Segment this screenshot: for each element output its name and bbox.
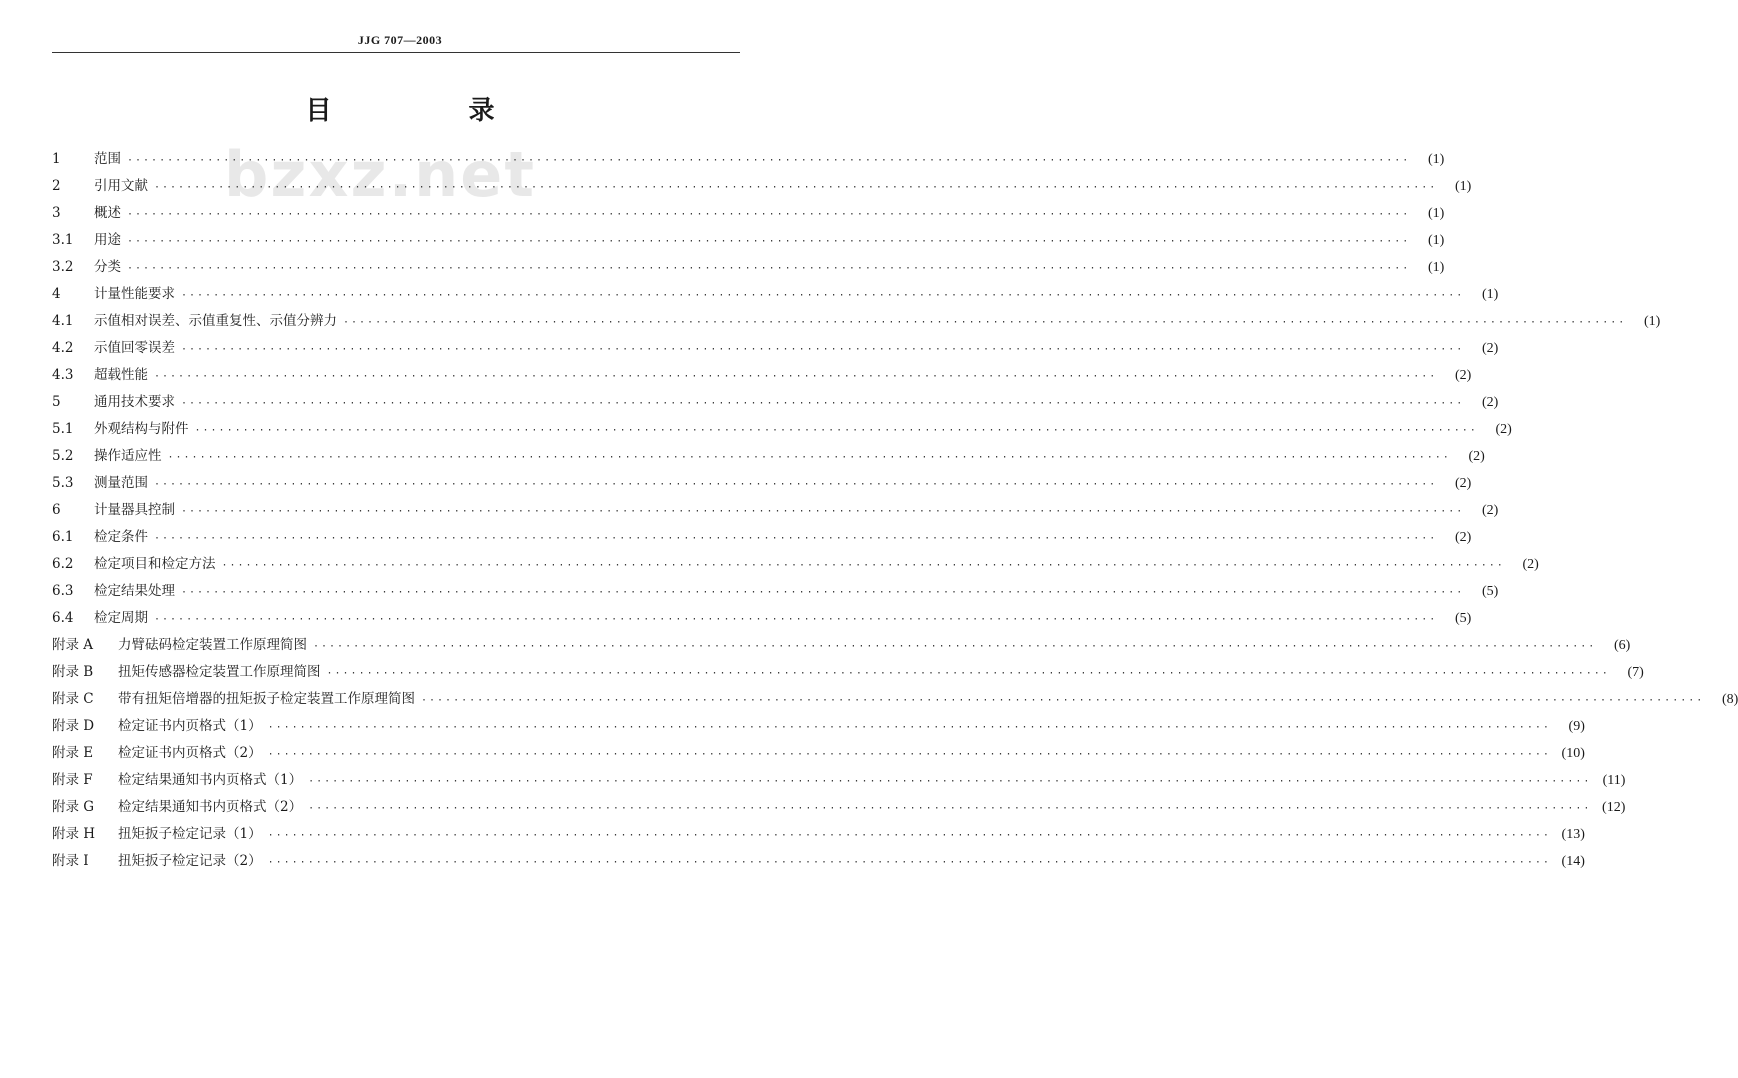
toc-entry[interactable] bbox=[52, 443, 1485, 470]
toc-entry[interactable] bbox=[52, 632, 1631, 659]
toc-entry-label: 计量器具控制 bbox=[94, 502, 175, 518]
toc-entry-page: (1) bbox=[1427, 206, 1445, 221]
toc-entry[interactable] bbox=[52, 146, 1445, 173]
toc-entry-page: (6) bbox=[1613, 638, 1631, 653]
dot-leader: ································································································································································ bbox=[221, 560, 1505, 571]
toc-entry-page: (8) bbox=[1721, 692, 1738, 707]
dot-leader: ································································································································································ bbox=[154, 182, 1438, 193]
toc-entry-page: (1) bbox=[1427, 152, 1445, 167]
dot-leader: ································································································································································ bbox=[267, 722, 1551, 733]
header-rule bbox=[52, 52, 740, 53]
dot-leader: ································································································································································ bbox=[154, 533, 1438, 544]
dot-leader: ································································································································································ bbox=[154, 614, 1438, 625]
toc-entry-page: (1) bbox=[1481, 287, 1499, 302]
toc-entry-label: 检定周期 bbox=[94, 610, 148, 626]
toc-entry-page: (9) bbox=[1568, 719, 1585, 734]
toc-entry[interactable] bbox=[52, 470, 1472, 497]
toc-entry[interactable] bbox=[52, 281, 1499, 308]
toc-entry[interactable] bbox=[52, 335, 1499, 362]
toc-entry-label: 力臂砝码检定装置工作原理简图 bbox=[118, 637, 307, 653]
toc-entry-page: (2) bbox=[1481, 395, 1499, 410]
toc-entry-label: 扭矩扳子检定记录（2） bbox=[118, 853, 262, 869]
toc-entry-number: 6.3 bbox=[52, 583, 74, 599]
toc-entry-number: 3.2 bbox=[52, 259, 74, 275]
toc-entry-number: 3 bbox=[52, 205, 61, 221]
toc-entry-page: (2) bbox=[1481, 341, 1499, 356]
toc-entry-label: 计量性能要求 bbox=[94, 286, 175, 302]
toc-entry-number: 附录 F bbox=[52, 772, 93, 788]
toc-entry-label: 扭矩扳子检定记录（1） bbox=[118, 826, 262, 842]
dot-leader: ································································································································································ bbox=[267, 830, 1551, 841]
toc-entry-page: (12) bbox=[1602, 800, 1626, 815]
dot-leader: ································································································································································ bbox=[267, 857, 1551, 868]
toc-entry[interactable] bbox=[52, 686, 1738, 713]
dot-leader: ································································································································································ bbox=[181, 587, 1465, 598]
toc-entry[interactable] bbox=[52, 578, 1499, 605]
toc-entry-label: 示值回零误差 bbox=[94, 340, 175, 356]
toc-entry-label: 概述 bbox=[94, 205, 121, 221]
dot-leader: ································································································································································ bbox=[127, 155, 1411, 166]
toc-entry-page: (1) bbox=[1643, 314, 1661, 329]
toc-entry-label: 超载性能 bbox=[94, 367, 148, 383]
toc-entry-number: 3.1 bbox=[52, 232, 74, 248]
toc-entry-number: 附录 A bbox=[52, 637, 94, 653]
toc-entry-number: 6.1 bbox=[52, 529, 74, 545]
dot-leader: ································································································································································ bbox=[127, 263, 1411, 274]
toc-entry-label: 检定结果通知书内页格式（2） bbox=[118, 799, 303, 815]
toc-entry-page: (1) bbox=[1427, 233, 1445, 248]
toc-entry-label: 示值相对误差、示值重复性、示值分辨力 bbox=[94, 313, 337, 329]
toc-entry[interactable] bbox=[52, 416, 1512, 443]
toc-entry[interactable] bbox=[52, 200, 1445, 227]
toc-entry-label: 检定证书内页格式（2） bbox=[118, 745, 262, 761]
toc-entry-label: 检定结果处理 bbox=[94, 583, 175, 599]
toc-entry-number: 附录 G bbox=[52, 799, 95, 815]
toc-entry-number: 附录 I bbox=[52, 853, 89, 869]
toc-entry-label: 测量范围 bbox=[94, 475, 148, 491]
toc-entry-number: 2 bbox=[52, 178, 61, 194]
dot-leader: ································································································································································ bbox=[181, 290, 1465, 301]
dot-leader: ································································································································································ bbox=[127, 236, 1411, 247]
page-title: 目 录 bbox=[305, 96, 559, 126]
toc-entry-label: 检定项目和检定方法 bbox=[94, 556, 216, 572]
toc-entry-number: 6.2 bbox=[52, 556, 74, 572]
toc-entry[interactable] bbox=[52, 551, 1539, 578]
toc-entry-number: 4.1 bbox=[52, 313, 74, 329]
toc-entry-label: 分类 bbox=[94, 259, 121, 275]
dot-leader: ································································································································································ bbox=[127, 209, 1411, 220]
toc-entry-label: 引用文献 bbox=[94, 178, 148, 194]
dot-leader: ································································································································································ bbox=[154, 479, 1438, 490]
dot-leader: ································································································································································ bbox=[194, 425, 1478, 436]
toc-entry-page: (13) bbox=[1561, 827, 1585, 842]
toc-entry-page: (10) bbox=[1561, 746, 1585, 761]
dot-leader: ································································································································································ bbox=[326, 668, 1610, 679]
toc-entry-label: 范围 bbox=[94, 151, 121, 167]
toc-entry[interactable] bbox=[52, 659, 1644, 686]
toc-entry-page: (7) bbox=[1627, 665, 1644, 680]
toc-entry[interactable] bbox=[52, 254, 1445, 281]
dot-leader: ································································································································································ bbox=[181, 506, 1465, 517]
dot-leader: ································································································································································ bbox=[167, 452, 1451, 463]
toc-entry[interactable] bbox=[52, 227, 1445, 254]
dot-leader: ································································································································································ bbox=[181, 344, 1465, 355]
toc-entry[interactable] bbox=[52, 767, 1626, 794]
toc-entry-number: 4 bbox=[52, 286, 61, 302]
toc-entry[interactable] bbox=[52, 740, 1585, 767]
toc-entry-page: (2) bbox=[1454, 368, 1472, 383]
toc-entry-label: 用途 bbox=[94, 232, 121, 248]
dot-leader: ································································································································································ bbox=[308, 776, 1592, 787]
toc-entry-page: (2) bbox=[1454, 530, 1472, 545]
toc-entry-page: (11) bbox=[1602, 773, 1626, 788]
toc-entry-number: 4.3 bbox=[52, 367, 74, 383]
toc-entry-page: (2) bbox=[1481, 503, 1499, 518]
toc-entry-number: 附录 C bbox=[52, 691, 94, 707]
watermark: bzxz.net bbox=[224, 138, 536, 211]
toc-entry[interactable] bbox=[52, 821, 1585, 848]
toc-entry-label: 检定证书内页格式（1） bbox=[118, 718, 262, 734]
dot-leader: ································································································································································ bbox=[154, 371, 1438, 382]
toc-entry-number: 附录 B bbox=[52, 664, 94, 680]
toc-entry-label: 检定结果通知书内页格式（1） bbox=[118, 772, 303, 788]
dot-leader: ································································································································································ bbox=[343, 317, 1627, 328]
dot-leader: ································································································································································ bbox=[181, 398, 1465, 409]
toc-entry-label: 带有扭矩倍增器的扭矩扳子检定装置工作原理简图 bbox=[118, 691, 415, 707]
toc-entry[interactable] bbox=[52, 605, 1472, 632]
toc-entry[interactable] bbox=[52, 308, 1661, 335]
dot-leader: ································································································································································ bbox=[267, 749, 1551, 760]
toc-entry[interactable] bbox=[52, 497, 1499, 524]
dot-leader: ································································································································································ bbox=[421, 695, 1705, 706]
dot-leader: ································································································································································ bbox=[308, 803, 1592, 814]
toc-entry-number: 附录 D bbox=[52, 718, 95, 734]
toc-entry-page: (2) bbox=[1495, 422, 1512, 437]
toc-entry-number: 附录 H bbox=[52, 826, 96, 842]
toc-entry-label: 扭矩传感器检定装置工作原理简图 bbox=[118, 664, 321, 680]
toc-entry[interactable] bbox=[52, 794, 1626, 821]
toc-entry-number: 附录 E bbox=[52, 745, 94, 761]
toc-entry-page: (2) bbox=[1522, 557, 1539, 572]
toc-entry[interactable] bbox=[52, 848, 1585, 875]
toc-entry-number: 6 bbox=[52, 502, 61, 518]
toc-entry-number: 4.2 bbox=[52, 340, 74, 356]
document-code: JJG 707—2003 bbox=[357, 33, 443, 47]
table-of-contents bbox=[52, 146, 1738, 875]
toc-entry-label: 外观结构与附件 bbox=[94, 421, 189, 437]
dot-leader: ································································································································································ bbox=[313, 641, 1597, 652]
toc-entry-number: 6.4 bbox=[52, 610, 74, 626]
toc-entry[interactable] bbox=[52, 362, 1472, 389]
toc-entry-page: (1) bbox=[1454, 179, 1472, 194]
toc-entry-page: (5) bbox=[1454, 611, 1472, 626]
toc-entry-page: (2) bbox=[1454, 476, 1472, 491]
toc-entry-label: 检定条件 bbox=[94, 529, 148, 545]
toc-entry-label: 通用技术要求 bbox=[94, 394, 175, 410]
toc-entry-label: 操作适应性 bbox=[94, 448, 162, 464]
toc-entry[interactable] bbox=[52, 713, 1585, 740]
toc-entry-number: 5.3 bbox=[52, 475, 74, 491]
toc-entry[interactable] bbox=[52, 173, 1472, 200]
toc-entry-page: (1) bbox=[1427, 260, 1445, 275]
toc-entry-number: 1 bbox=[52, 151, 61, 167]
toc-entry[interactable] bbox=[52, 524, 1472, 551]
toc-entry-page: (2) bbox=[1468, 449, 1485, 464]
toc-entry-page: (5) bbox=[1481, 584, 1499, 599]
toc-entry-number: 5 bbox=[52, 394, 61, 410]
toc-entry-number: 5.2 bbox=[52, 448, 74, 464]
toc-entry[interactable] bbox=[52, 389, 1499, 416]
toc-entry-page: (14) bbox=[1561, 854, 1585, 869]
toc-entry-number: 5.1 bbox=[52, 421, 74, 437]
